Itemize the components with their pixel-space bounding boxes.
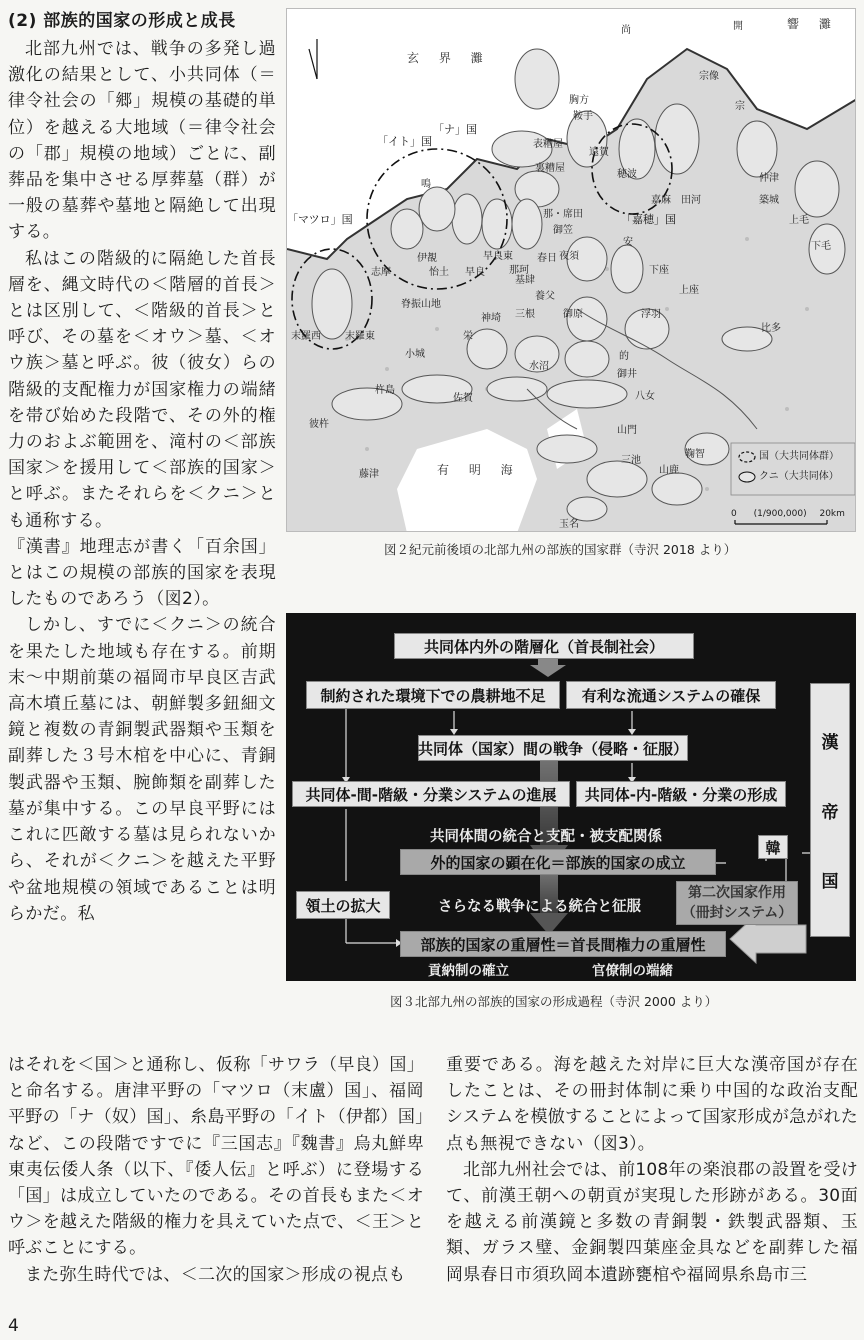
place-label: 志摩 (371, 267, 391, 278)
scale-start: 0 (731, 509, 737, 519)
kuni-group-label: 「マツロ」国 (287, 213, 353, 226)
box-tribal-state: 外的国家の顕在化＝部族的国家の成立 (400, 849, 716, 875)
text-bureaucracy: 官僚制の端緒 (592, 963, 673, 979)
place-label: 神埼 (481, 313, 501, 324)
place-label: 早良東 (483, 251, 513, 262)
place-label: 御笠 (553, 225, 573, 236)
figure2-caption: 図２紀元前後頃の北部九州の部族的国家群（寺沢 2018 より） (384, 542, 737, 557)
place-label: 脊振山地 (401, 299, 441, 310)
place-label: 的 (619, 351, 629, 362)
left-column (8, 36, 276, 927)
place-label: 浮羽 (641, 309, 661, 320)
place-label: 八女 (635, 391, 655, 402)
text-integration: 共同体間の統合と支配・被支配関係 (430, 829, 662, 845)
box-intra-class: 共同体-内-階級・分業の形成 (576, 781, 786, 807)
map-scale (731, 509, 845, 519)
place-label: 早良 (465, 267, 485, 278)
place-label: 三池 (621, 455, 641, 466)
box-kan: 韓 (758, 835, 788, 859)
place-label: 那・席田 (543, 209, 583, 220)
place-label: 杵島 (375, 385, 395, 396)
place-label: 上毛 (789, 215, 809, 226)
paragraph: 重要である。海を越えた対岸に巨大な漢帝国が存在したことは、その冊封体制に乗り中国的な政治支配システムを模倣することによって国家形成が急がれた点も無視できない（図3）。 (446, 1055, 858, 1154)
paragraph: また弥生時代では、＜二次的国家＞形成の視点も (25, 1264, 406, 1285)
place-label: 栄 (463, 331, 473, 342)
figure2-map (286, 8, 856, 532)
place-label: 佐賀 (453, 393, 473, 404)
box-inter-class: 共同体-間-階級・分業システムの進展 (292, 781, 570, 807)
place-label: 田河 (681, 195, 701, 206)
place-label: 基肆 (515, 275, 535, 286)
place-label: 上座 (679, 285, 699, 296)
text-tribute: 貢納制の確立 (428, 963, 509, 979)
box-hierarchy: 共同体内外の階層化（首長制社会） (394, 633, 694, 659)
place-label: 尚 (621, 25, 631, 36)
page-number: 4 (8, 1316, 19, 1336)
place-label: 怡土 (429, 267, 449, 278)
paragraph: しかし、すでに＜クニ＞の統合を果たした地域も存在する。前期末～中期前葉の福岡市早良区吉武高木墳丘墓には、朝鮮製多鈕細文鏡と複数の青銅製武器類や玉類を副葬した３号木棺を中心に、青銅製武器や玉類、腕飾類を副葬した墓が集中する。この早良平野にはこれに匹敵する墓は見られないから、それが＜クニ＞を越えた平野や盆地規模の領域であることは明らかだ。私 (8, 615, 276, 924)
place-label: 那珂 (509, 265, 529, 276)
place-label: 胸方 (569, 95, 589, 106)
place-label: 裏糟屋 (535, 163, 565, 174)
place-label: 仲津 (759, 173, 779, 184)
section-heading: (2) 部族的国家の形成と成長 (8, 11, 236, 31)
place-label: 鞠智 (685, 449, 705, 460)
place-label: 下毛 (811, 241, 831, 252)
han-char: 漢 (821, 733, 839, 754)
place-label: 下座 (649, 265, 669, 276)
han-char: 国 (821, 871, 839, 892)
place-label: 春日 (537, 253, 557, 264)
place-label: 夜須 (559, 251, 579, 262)
place-label: 山鹿 (659, 465, 679, 476)
place-label: 末羅東 (345, 331, 375, 342)
place-label: 築城 (759, 195, 779, 206)
place-label: 開 (733, 21, 743, 32)
kuni-group-label: 「イト」国 (377, 135, 432, 148)
legend-kuni: クニ（大共同体） (759, 471, 839, 482)
box-secondary-state (676, 881, 798, 925)
place-label: 藤津 (359, 469, 379, 480)
place-label: 鳴 (421, 179, 431, 190)
place-label: 宗 (735, 101, 745, 112)
kuni-group-label: 「ナ」国 (433, 123, 477, 136)
box-territory: 領土の拡大 (296, 891, 390, 919)
map-legend (735, 447, 853, 487)
paragraph: 『漢書』地理志が書く「百余国」とはこの規模の部族的国家を表現したものであろう（図2）。 (8, 536, 276, 610)
box-land-shortage: 制約された環境下での農耕地不足 (306, 681, 560, 709)
place-label: 遠賀 (589, 147, 609, 158)
place-label: 水沼 (529, 361, 549, 372)
place-label: 表糟屋 (533, 139, 563, 150)
secondary-state-title: 第二次国家作用 (688, 885, 786, 901)
place-label: 御原 (563, 309, 583, 320)
sea-label: 有 明 海 (437, 463, 521, 477)
place-label: 玉名 (559, 519, 579, 530)
paragraph: はそれを＜国＞と通称し、仮称「サワラ（早良）国」と命名する。唐津平野の「マツロ（末盧）国」、福岡平野の「ナ（奴）国」、糸島平野の「イト（伊都）国」など、この段階ですでに『三国志』『魏書』烏丸鮮卑東夷伝倭人条（以下、『倭人伝』と呼ぶ）に登場する「国」は成立していたのである。その首長もまた＜オウ＞を越えた階級的権力を具えていた点で、＜王＞と呼ぶことにする。 (8, 1055, 424, 1259)
place-label: 伊覩 (417, 253, 437, 264)
place-label: 鞍手 (573, 111, 593, 122)
box-han-empire (810, 683, 850, 937)
figure3-diagram (286, 613, 856, 981)
paragraph: 私はこの階級的に隔絶した首長層を、縄文時代の＜階層的首長＞とは区別して、＜階級的首長＞と呼び、その墓を＜オウ＞墓、＜オウ族＞墓と呼ぶ。彼（彼女）らの階級的支配権力が国家権力の端緒を帯び始めた段階で、その外的権力のおよぶ範囲を、滝村の＜部族国家＞を援用して＜部族的国家＞と呼ぶ。またそれらを＜クニ＞とも通称する。 (8, 248, 276, 531)
place-label: 彼杵 (309, 419, 329, 430)
kuni-group-label: 「嘉穂」国 (621, 213, 676, 226)
place-label: 比多 (761, 323, 781, 334)
paragraph: 北部九州では、戦争の多発し過激化の結果として、小共同体（＝律令社会の「郷」規模の基礎的単位）を越える大地域（＝律令社会の「郡」規模の地域）ごとに、副葬品を集中させる厚葬墓（群）が一般の墓葬や墓地と隔絶して出現する。 (8, 39, 276, 243)
place-label: 嘉麻 (651, 195, 671, 206)
text-further-war: さらなる戦争による統合と征服 (438, 899, 641, 915)
figure3-caption: 図３北部九州の部族的国家の形成過程（寺沢 2000 より） (390, 994, 718, 1009)
place-label: 小城 (405, 349, 425, 360)
scale-ratio: (1/900,000) (753, 509, 807, 519)
bottom-left-column (8, 1052, 424, 1288)
place-label: 三根 (515, 309, 535, 320)
place-label: 御井 (617, 369, 637, 380)
box-multilayer: 部族的国家の重層性＝首長間権力の重層性 (400, 931, 726, 957)
secondary-state-sub: （冊封システム） (681, 905, 793, 921)
box-war: 共同体（国家）間の戦争（侵略・征服） (418, 735, 688, 761)
place-label: 穂波 (617, 169, 637, 180)
sea-label: 玄 界 灘 (407, 51, 491, 65)
place-label: 養父 (535, 291, 555, 302)
paragraph: 北部九州社会では、前108年の楽浪郡の設置を受けて、前漢王朝への朝貢が実現した形跡がある。30面を越える前漢鏡と多数の青銅製・鉄製武器類、玉類、ガラス璧、金銅製四葉座金具などを副葬した福岡県春日市須玖岡本遺跡甕棺や福岡県糸島市三 (446, 1159, 858, 1285)
scale-end: 20km (819, 509, 845, 519)
place-label: 末羅西 (291, 331, 321, 342)
box-distribution: 有利な流通システムの確保 (566, 681, 776, 709)
bottom-right-column (446, 1052, 858, 1288)
sea-label: 響 灘 (787, 17, 839, 31)
han-char: 帝 (821, 802, 839, 823)
place-label: 山門 (617, 425, 637, 436)
legend-kuni-group: 国（大共同体群） (759, 451, 839, 462)
place-label: 安 (623, 237, 633, 248)
place-label: 宗像 (699, 71, 719, 82)
